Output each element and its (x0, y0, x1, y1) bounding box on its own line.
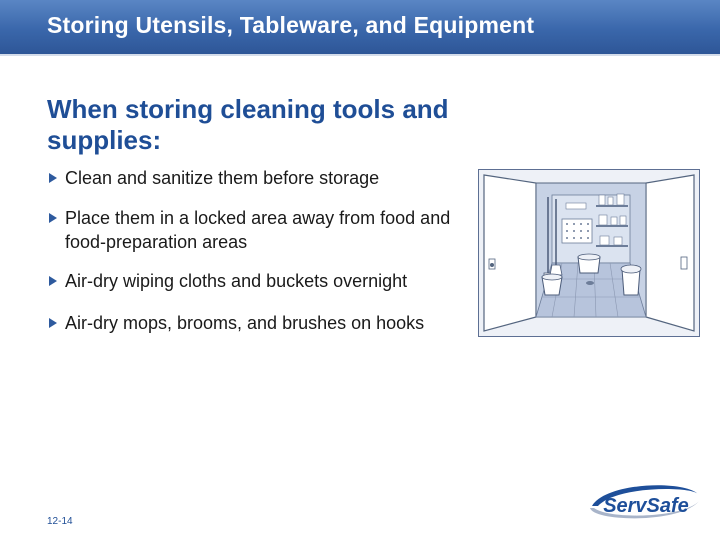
bullet-list (49, 166, 479, 335)
bullet-item (49, 206, 479, 254)
triangle-right-icon (49, 276, 57, 286)
servsafe-logo (586, 476, 704, 528)
bullet-item (49, 269, 479, 293)
section-heading: When storing cleaning tools and supplies: (47, 94, 449, 155)
bullet-text: Air-dry wiping cloths and buckets overnight (65, 271, 408, 291)
title-bar (0, 0, 720, 54)
bullet-text: Clean and sanitize them before storage (65, 168, 380, 188)
page-number: 12-14 (47, 516, 73, 527)
bullet-text: Place them in a locked area away from food and food-preparation areas (65, 208, 451, 252)
bullet-item (49, 166, 479, 190)
bullet-text: Air-dry mops, brooms, and brushes on hooks (65, 313, 425, 333)
title-divider (0, 54, 720, 56)
triangle-right-icon (49, 173, 57, 183)
slide-title: Storing Utensils, Tableware, and Equipment (47, 12, 535, 38)
triangle-right-icon (49, 213, 57, 223)
bullet-item (49, 311, 479, 335)
svg-text:ServSafe: ServSafe (603, 495, 689, 517)
triangle-right-icon (49, 318, 57, 328)
cleaning-closet-illustration (478, 169, 700, 337)
